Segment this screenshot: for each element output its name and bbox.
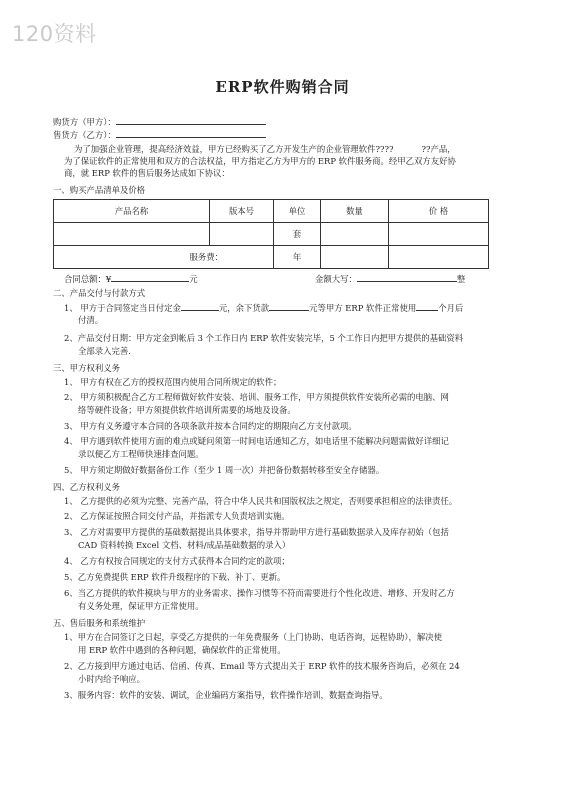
col-version: 版本号: [210, 200, 274, 223]
cell-unit: 套: [274, 223, 321, 246]
section3-heading: 三、甲方权利义务: [53, 363, 120, 373]
cell-quantity[interactable]: [321, 223, 389, 246]
intro-gap: [393, 143, 421, 152]
section3-line: 4、 甲方遇到软件使用方面的难点或疑问须第一时间电话通知乙方，如电话里不能解决问题需做好详细记: [64, 436, 449, 446]
section4-heading: 四、乙方权利义务: [53, 482, 120, 492]
intro-line-1: [74, 143, 456, 155]
s2-item1-text-d: 个月后: [438, 303, 464, 313]
caps-label: 金额大写：: [315, 274, 357, 284]
section1-heading: 一、购买产品清单及价格: [53, 185, 146, 195]
section3-line: 录以便乙方工程师快速排查问题。: [78, 449, 204, 459]
table-row: [54, 223, 489, 246]
table-row-service: [54, 246, 489, 269]
total-line: [64, 272, 198, 285]
cell-service-unit: 年: [274, 246, 321, 269]
deposit-blank[interactable]: [181, 301, 219, 311]
intro-line-2: 为了保证软件的正常使用和双方的合法权益，甲方指定乙方为甲方的 ERP 软件服务商。经甲乙双方友好协: [64, 156, 456, 166]
s2-item1-text-a: 1、 甲方于合同签定当日付定金: [64, 303, 181, 313]
cell-service-qty[interactable]: [321, 246, 389, 269]
buyer-label: 购货方（甲方）：: [53, 117, 116, 127]
balance-blank[interactable]: [269, 301, 309, 311]
col-quantity: 数量: [321, 200, 389, 223]
section3-line: 络等硬件设备；甲方须提供软件培训所需要的场地及设备。: [78, 405, 296, 415]
table-header-row: [54, 200, 489, 223]
buyer-line: [53, 115, 266, 128]
caps-blank[interactable]: [357, 272, 457, 282]
section4-line: 6、当乙方提供的软件模块与甲方的业务需求、操作习惯等不符而需要进行个性化改进、增修、开发时乙方: [64, 588, 455, 598]
section4-line: 5、乙方免费提供 ERP 软件升级程序的下载、补丁、更新。: [64, 572, 286, 582]
section4-line: CAD 资料转换 Excel 文档、材料/成品基础数据的录入）: [78, 540, 291, 550]
section3-line: 5、 甲方须定期做好数据备份工作（至少 1 周一次）并把备份数据转移至安全存储器。: [64, 465, 385, 475]
intro-text-a: 为了加强企业管理，提高经济效益，甲方已经购买了乙方开发生产的企业管理软件????: [74, 144, 394, 154]
section3-line: 1、 甲方有权在乙方的授权范围内使用合同所规定的软件；: [64, 377, 282, 387]
seller-blank[interactable]: [116, 128, 266, 138]
total-blank[interactable]: [111, 272, 189, 282]
section2-item2-cont: 全部录入完善.: [78, 346, 131, 356]
section4-line: 1、 乙方提供的必须为完整、完善产品，符合中华人民共和国版权法之规定，否则要承担相应的法律责任。: [64, 496, 458, 506]
document-title: ERP软件购销合同: [215, 78, 350, 96]
cell-version[interactable]: [210, 223, 274, 246]
section5-line: 小时内给予响应。: [78, 674, 145, 684]
caps-suffix: 整: [456, 274, 466, 284]
total-currency: ¥: [105, 274, 112, 284]
section5-line: 3、服务内容：软件的安装、调试，企业编码方案指导，软件操作培训，数据查询指导。: [64, 690, 388, 700]
section2-item2: 2、产品交付日期：甲方定金到帐后 3 个工作日内 ERP 软件安装完毕，5 个工作日内把甲方提供的基础资料: [64, 333, 464, 343]
buyer-blank[interactable]: [116, 115, 266, 125]
section4-line: 3、 乙方对需要甲方提供的基础数据提出具体要求，指导并帮助甲方进行基础数据录入及库存初始（包括: [64, 527, 449, 537]
total-unit: 元: [189, 274, 198, 284]
s2-item1-text-c: 元等甲方 ERP 软件正常使用: [309, 303, 417, 313]
section2-item1-cont: 付清。: [78, 315, 104, 325]
total-label: 合同总额：: [64, 274, 106, 284]
col-product-name: 产品名称: [54, 200, 210, 223]
section3-line: 2、 甲方须积极配合乙方工程师做好软件安装、培训、服务工作，甲方须提供软件安装所必需的电脑、网: [64, 392, 449, 402]
section5-line: 2、乙方接到甲方通过电话、信函、传真、Email 等方式提出关于 ERP 软件的技术服务咨询后，必须在 24: [64, 661, 460, 671]
s2-item1-text-b: 元，余下货款: [218, 303, 270, 313]
section4-line: 2、 乙方保证按照合同交付产品，并指派专人负责培训实施。: [64, 511, 290, 521]
seller-label: 售货方（乙方）：: [53, 130, 116, 140]
col-price: 价 格: [389, 200, 489, 223]
section4-line: 有义务处理，保证甲方正常使用。: [78, 601, 204, 611]
col-unit: 单位: [274, 200, 321, 223]
cell-service-price[interactable]: [389, 246, 489, 269]
section5-heading: 五、售后服务和系统维护: [53, 618, 146, 628]
section4-line: 4、 乙方有权按合同规定的支付方式获得本合同约定的款项；: [64, 556, 290, 566]
intro-text-b: ??产品，: [421, 144, 456, 154]
section3-line: 3、 甲方有义务遵守本合同的各项条款并按本合同约定的期限向乙方支付款项。: [64, 421, 357, 431]
caps-line: [315, 272, 465, 285]
cell-service-label: 服务费：: [54, 246, 274, 269]
section5-line: 用 ERP 软件中遇到的各种问题，确保软件的正常使用。: [78, 645, 286, 655]
product-table: [53, 199, 489, 269]
months-blank[interactable]: [416, 301, 438, 311]
intro-line-3: 商，就 ERP 软件的售后服务达成如下协议：: [64, 168, 230, 178]
watermark: 120资料: [12, 22, 97, 46]
cell-price[interactable]: [389, 223, 489, 246]
section2-item1: [64, 301, 463, 314]
seller-line: [53, 128, 266, 141]
cell-product-name[interactable]: [54, 223, 210, 246]
section2-heading: 二、产品交付与付款方式: [53, 288, 146, 298]
section5-line: 1、甲方在合同签订之日起，享受乙方提供的一年免费服务（上门协助、电话咨询，远程协助），解决使: [64, 632, 443, 642]
